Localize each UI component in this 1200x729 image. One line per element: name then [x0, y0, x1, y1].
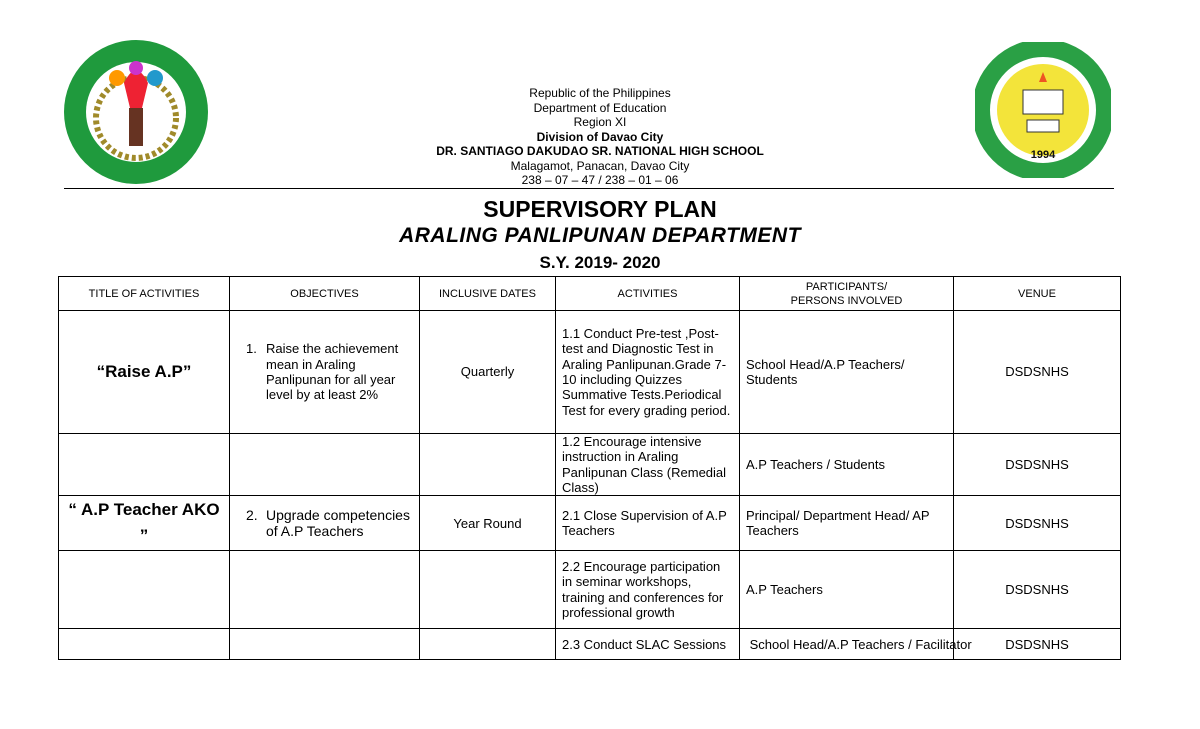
- header-line: Department of Education: [533, 100, 667, 115]
- column-header: TITLE OF ACTIVITIES: [59, 277, 230, 311]
- participants-cell: A.P Teachers / Students: [740, 434, 954, 496]
- school-year: S.Y. 2019- 2020: [539, 253, 661, 272]
- dates-cell: [420, 434, 556, 496]
- davao-division-logo: [62, 38, 210, 186]
- activity-cell: 1.2 Encourage intensive instruction in Araling Panlipunan Class (Remedial Class): [556, 434, 740, 496]
- column-header: VENUE: [954, 277, 1121, 311]
- activity-cell: 2.1 Close Supervision of A.P Teachers: [556, 496, 740, 551]
- column-header: INCLUSIVE DATES: [420, 277, 556, 311]
- document-title: SUPERVISORY PLAN: [483, 196, 717, 222]
- activity-title: “ A.P Teacher AKO ”: [59, 496, 230, 551]
- venue-cell: DSDSNHS: [954, 434, 1121, 496]
- participants-cell: School Head/A.P Teachers/ Students: [740, 311, 954, 434]
- header-phone: 238 – 07 – 47 / 238 – 01 – 06: [521, 173, 679, 187]
- logo-year: 1994: [1030, 149, 1056, 161]
- activity-title: [59, 629, 230, 660]
- supervisory-plan-table: [58, 276, 1121, 660]
- objective-cell: [230, 496, 420, 551]
- table-row: [59, 551, 1121, 629]
- table-header-row: [59, 277, 1121, 311]
- activity-cell: 2.3 Conduct SLAC Sessions: [556, 629, 740, 660]
- header-line: Region XI: [573, 115, 627, 129]
- column-header: ACTIVITIES: [556, 277, 740, 311]
- column-header: PARTICIPANTS/ PERSONS INVOLVED: [740, 277, 954, 311]
- header-address: Malagamot, Panacan, Davao City: [510, 158, 690, 173]
- dates-cell: [420, 551, 556, 629]
- activity-title: “Raise A.P”: [59, 311, 230, 434]
- venue-cell: DSDSNHS: [954, 311, 1121, 434]
- dates-cell: [420, 629, 556, 660]
- venue-cell: DSDSNHS: [954, 629, 1121, 660]
- objective-cell: [230, 551, 420, 629]
- objective-cell: [230, 311, 420, 434]
- objective-cell: [230, 629, 420, 660]
- header-school: DR. SANTIAGO DAKUDAO SR. NATIONAL HIGH SCHOOL: [436, 144, 764, 158]
- table-row: [59, 311, 1121, 434]
- header-division: Division of Davao City: [536, 129, 664, 144]
- header-divider: [64, 188, 1114, 189]
- activity-title: [59, 551, 230, 629]
- column-header: OBJECTIVES: [230, 277, 420, 311]
- participants-cell: School Head/A.P Teachers / Facilitator: [740, 629, 954, 660]
- venue-cell: DSDSNHS: [954, 551, 1121, 629]
- participants-cell: A.P Teachers: [740, 551, 954, 629]
- objective-text: Raise the achievement mean in Araling Panlipunan for all year level by at least 2%: [266, 341, 399, 403]
- document-subtitle: ARALING PANLIPUNAN DEPARTMENT: [399, 224, 801, 247]
- dates-cell: Year Round: [420, 496, 556, 551]
- activity-cell: 1.1 Conduct Pre-test ,Post-test and Diagnostic Test in Araling Panlipunan.Grade 7-10 including Quizzes Summative Tests.Periodical Test for every grading period.: [556, 311, 740, 434]
- table-row: [59, 496, 1121, 551]
- activity-cell: 2.2 Encourage participation in seminar workshops, training and conferences for professional growth: [556, 551, 740, 629]
- dates-cell: Quarterly: [420, 311, 556, 434]
- objective-number: 1.: [246, 341, 257, 357]
- participants-cell: Principal/ Department Head/ AP Teachers: [740, 496, 954, 551]
- header-line: Republic of the Philippines: [529, 86, 671, 100]
- table-row: [59, 629, 1121, 660]
- objective-cell: [230, 434, 420, 496]
- objective-text: Upgrade competencies of A.P Teachers: [266, 506, 410, 540]
- table-row: [59, 434, 1121, 496]
- letterhead: [300, 86, 900, 188]
- school-logo: [975, 42, 1111, 178]
- objective-number: 2.: [246, 506, 258, 523]
- venue-cell: DSDSNHS: [954, 496, 1121, 551]
- activity-title: [59, 434, 230, 496]
